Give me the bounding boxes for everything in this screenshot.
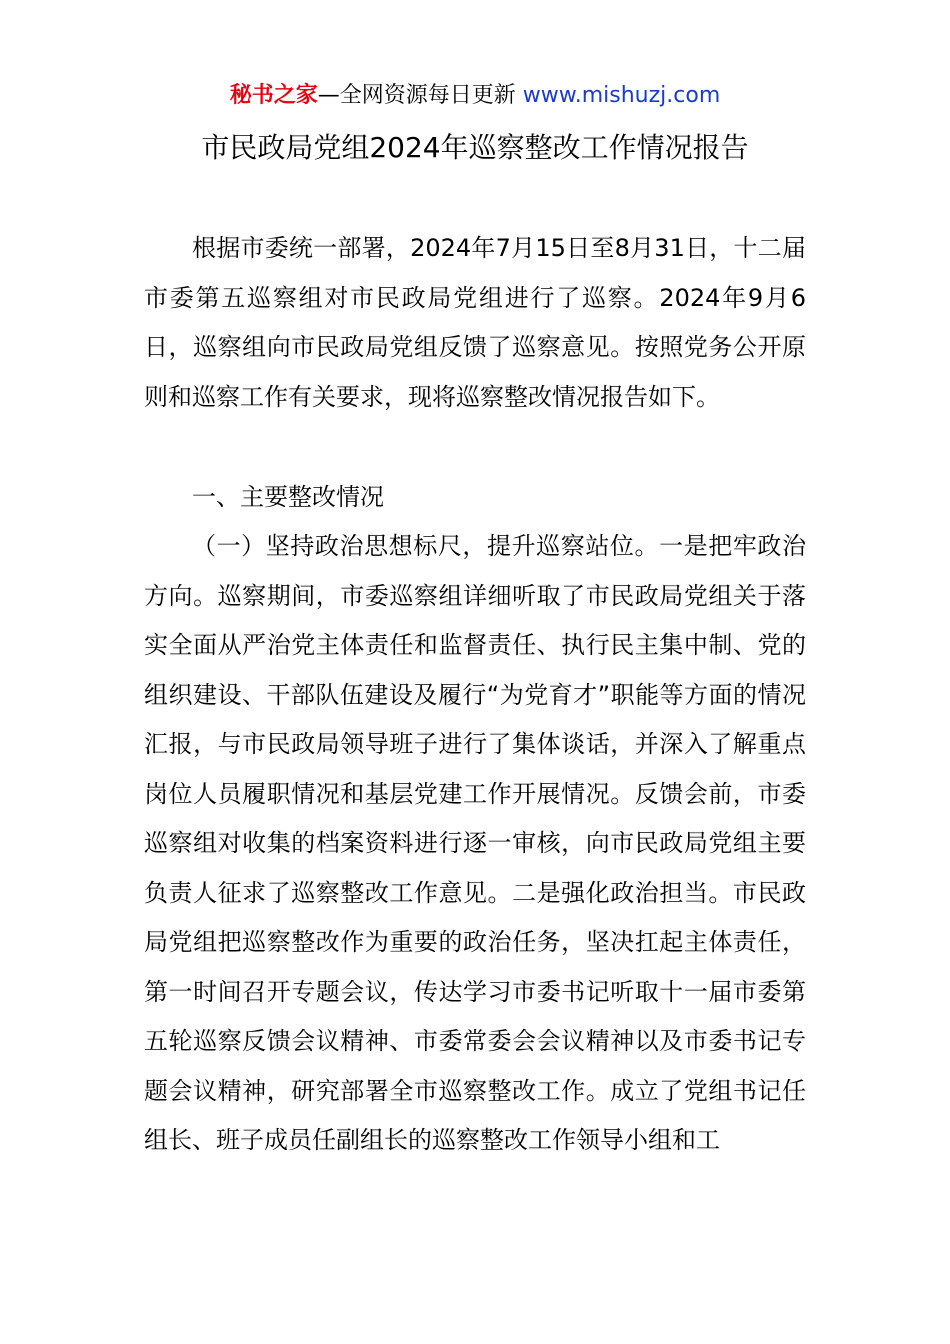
paragraph-intro: 根据市委统一部署，2024年7月15日至8月31日，十二届市委第五巡察组对市民政局党组进行了巡察。2024年9月6日，巡察组向市民政局党组反馈了巡察意见。按照党务公开原则和巡察工作有关要求，现将巡察整改情况报告如下。 <box>144 234 806 411</box>
section-heading: 一、主要整改情况 <box>192 483 384 511</box>
document-title: 市民政局党组2024年巡察整改工作情况报告 <box>201 131 749 164</box>
site-header <box>0 80 950 112</box>
site-url[interactable]: www.mishuzj.com <box>522 83 721 108</box>
paragraph-section-1: （一）坚持政治思想标尺，提升巡察站位。一是把牢政治方向。巡察期间，市委巡察组详细听取了市民政局党组关于落实全面从严治党主体责任和监督责任、执行民主集中制、党的组织建设、干部队伍建设及履行“为党育才”职能等方面的情况汇报，与市民政局领导班子进行了集体谈话，并深入了解重点岗位人员履职情况和基层党建工作开展情况。反馈会前，市委巡察组对收集的档案资料进行逐一审核，向市民政局党组主要负责人征求了巡察整改工作意见。二是强化政治担当。市民政局党组把巡察整改作为重要的政治任务，坚决扛起主体责任，第一时间召开专题会议，传达学习市委书记听取十一届市委第五轮巡察反馈会议精神、市委常委会会议精神以及市委书记专题会议精神，研究部署全市巡察整改工作。成立了党组书记任组长、班子成员任副组长的巡察整改工作领导小组和工 <box>144 532 806 1154</box>
brand-name: 秘书之家 <box>229 83 318 108</box>
header-tagline: —全网资源每日更新 <box>317 83 516 108</box>
